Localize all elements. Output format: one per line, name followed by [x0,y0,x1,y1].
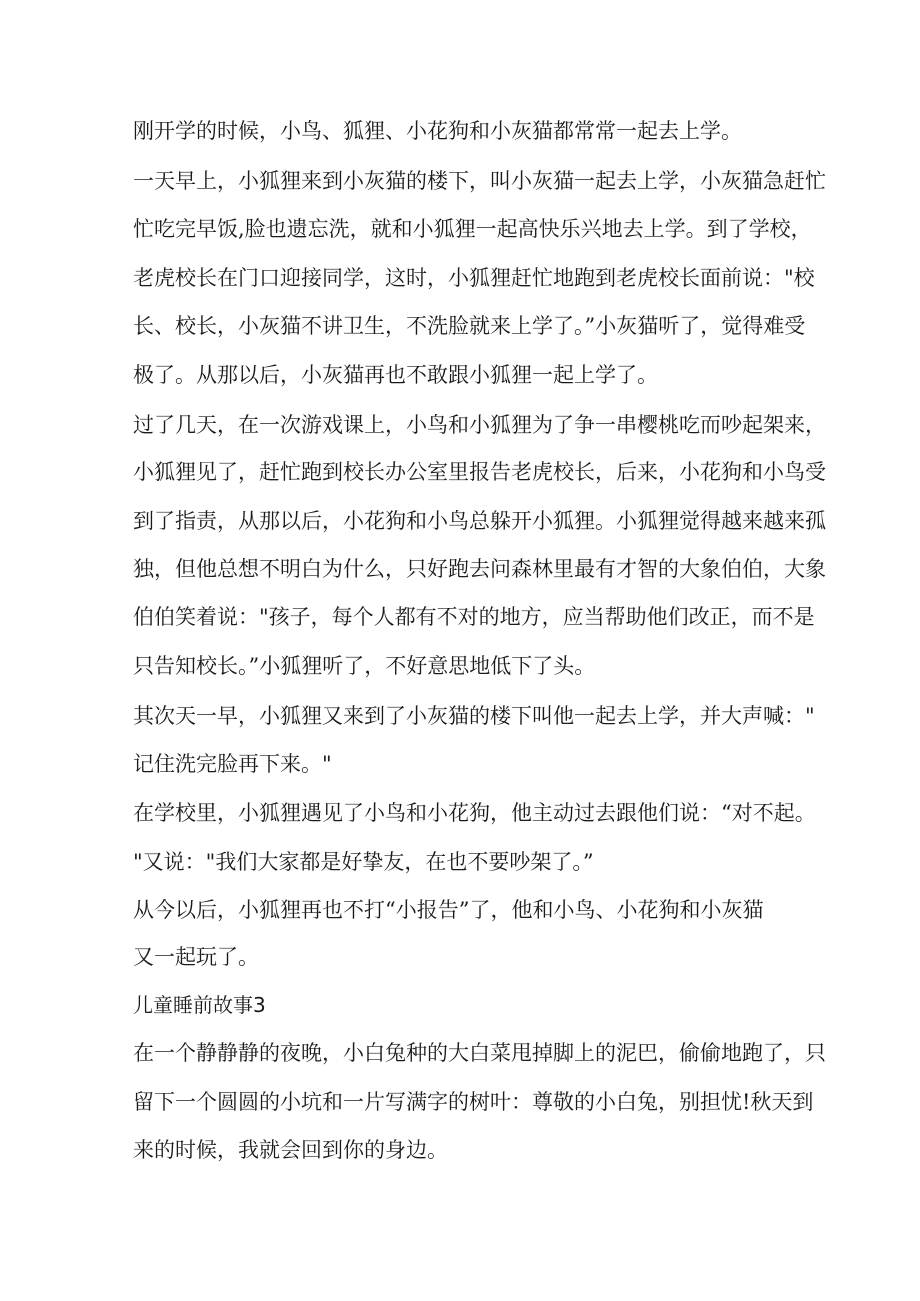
story-line-21: 来的时候，我就会回到你的身边。 [133,1138,448,1162]
story-line-17: 从今以后，小狐狸再也不打“小报告”了，他和小鸟、小花狗和小灰猫 [133,898,764,922]
story-line-8: 小狐狸见了，赶忙跑到校长办公室里报告老虎校长，后来，小花狗和小鸟受 [133,460,826,484]
story-line-14: 记住洗完脸再下来。" [133,752,332,776]
story-line-6: 极了。从那以后，小灰猫再也不敢跟小狐狸一起上学了。 [133,363,658,387]
story-line-4: 老虎校长在门口迎接同学，这时，小狐狸赶忙地跑到老虎校长面前说："校 [133,266,815,290]
story-line-20: 留下一个圆圆的小坑和一片写满字的树叶：尊敬的小白兔，别担忧!秋天到 [133,1090,814,1114]
story-line-2: 一天早上，小狐狸来到小灰猫的楼下，叫小灰猫一起去上学，小灰猫急赶忙 [133,169,826,193]
story-line-12: 只告知校长。”小狐狸听了，不好意思地低下了头。 [133,654,596,678]
story-line-3: 忙吃完早饭,脸也遗忘洗，就和小狐狸一起高快乐兴地去上学。到了学校， [133,217,812,241]
story-line-5: 长、校长，小灰猫不讲卫生，不洗脸就来上学了。”小灰猫听了，觉得难受 [133,314,806,338]
story-line-19: 在一个静静静的夜晚，小白兔种的大白菜甩掉脚上的泥巴，偷偷地跑了，只 [133,1041,826,1065]
story-line-18: 又一起玩了。 [133,945,259,969]
section-heading: 儿童睡前故事3 [133,993,266,1017]
story-line-9: 到了指责，从那以后，小花狗和小鸟总躲开小狐狸。小狐狸觉得越来越来孤 [133,509,826,533]
story-line-10: 独，但他总想不明白为什么，只好跑去问森林里最有才智的大象伯伯，大象 [133,557,826,581]
story-line-1: 刚开学的时候，小鸟、狐狸、小花狗和小灰猫都常常一起去上学。 [133,119,742,143]
story-line-13: 其次天一早，小狐狸又来到了小灰猫的楼下叫他一起去上学，并大声喊：" [133,704,815,728]
story-line-11: 伯伯笑着说："孩子，每个人都有不对的地方，应当帮助他们改正，而不是 [133,605,815,629]
story-line-16: "又说："我们大家都是好挚友，在也不要吵架了。” [133,850,594,874]
story-line-7: 过了几天，在一次游戏课上，小鸟和小狐狸为了争一串樱桃吃而吵起架来， [133,413,826,437]
story-line-15: 在学校里，小狐狸遇见了小鸟和小花狗，他主动过去跟他们说：“对不起。 [133,801,816,825]
